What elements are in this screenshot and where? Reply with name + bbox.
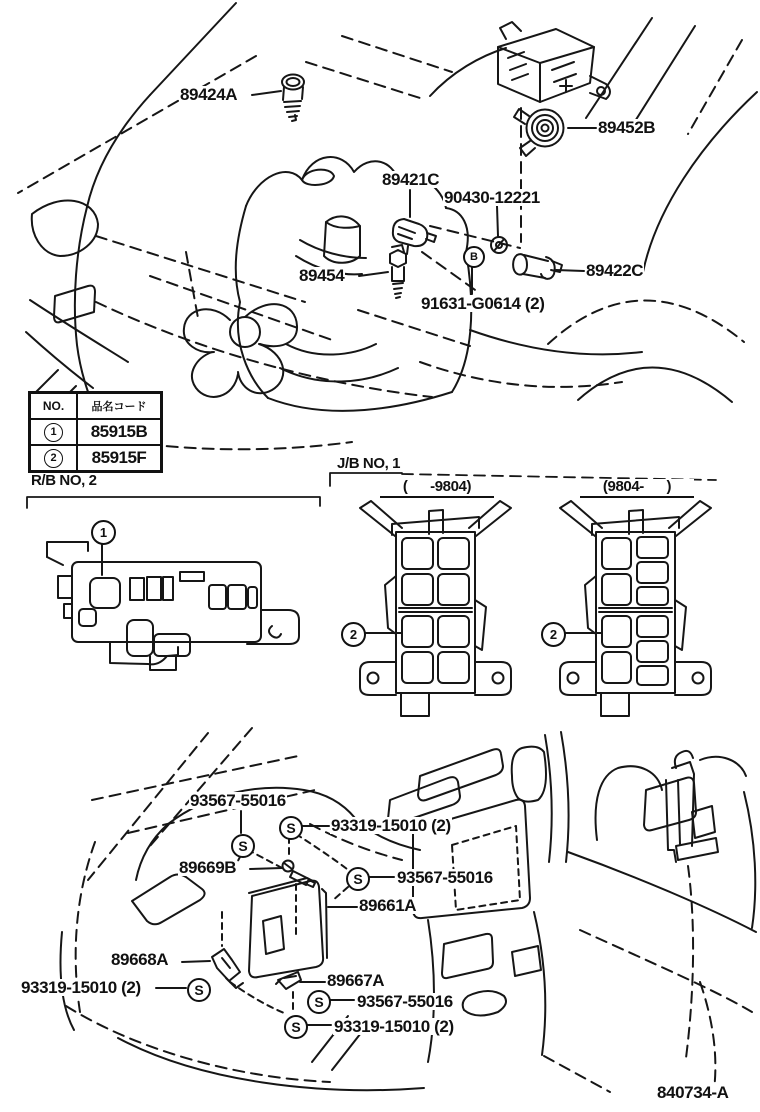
ecu-89661A-drawing xyxy=(249,878,327,977)
screw-symbol-4-letter: S xyxy=(194,982,204,998)
part-label-89669B: 89669B xyxy=(179,858,237,877)
table-row-code-1: 85915B xyxy=(77,419,161,445)
part-label-93567-top: 93567-55016 xyxy=(190,791,286,810)
callout-jb-early-2-number: 2 xyxy=(349,627,358,642)
part-label-93319-bottom: 93319-15010 (2) xyxy=(334,1017,454,1036)
circled-number-1: 1 xyxy=(44,423,63,442)
engine-leader-lines xyxy=(252,91,596,294)
screw-symbol-5 xyxy=(307,990,331,1014)
sensor-89421C-part xyxy=(393,219,436,254)
part-label-89661A: 89661A xyxy=(359,896,417,915)
part-label-93567-bottom: 93567-55016 xyxy=(357,992,453,1011)
screw-symbol-2-letter: S xyxy=(286,820,296,836)
screw-symbol-6 xyxy=(284,1015,308,1039)
relay-block-title: R/B NO, 2 xyxy=(31,472,97,489)
part-label-91631-G0614: 91631-G0614 (2) xyxy=(421,294,545,313)
part-label-89424A: 89424A xyxy=(180,85,238,104)
circled-number-2: 2 xyxy=(44,449,63,468)
part-label-89452B: 89452B xyxy=(598,118,656,137)
table-header-code: 品名コード xyxy=(77,393,161,419)
table-row-no-1 xyxy=(30,419,77,445)
callout-jb-early-2 xyxy=(341,622,366,647)
sensor-89424A-part xyxy=(282,75,304,122)
bracket-89667A-part xyxy=(276,972,301,989)
part-label-93319-left: 93319-15010 (2) xyxy=(21,978,141,997)
callout-jb-late-2-number: 2 xyxy=(549,627,558,642)
relay-box-drawing xyxy=(498,22,610,102)
drawing-number: 840734-A xyxy=(657,1083,729,1102)
part-label-89422C: 89422C xyxy=(586,261,644,280)
relay-block-rb2-drawing xyxy=(27,497,320,670)
engine-bay-sketch xyxy=(18,3,757,452)
callout-jb-late-2 xyxy=(541,622,566,647)
table-header-no: NO. xyxy=(30,393,77,419)
sensor-89454-part xyxy=(390,245,406,298)
screw-symbol-3-letter: S xyxy=(353,871,363,887)
jb-early-range: ( -9804) xyxy=(380,479,494,498)
callout-relay-1 xyxy=(91,520,116,545)
junction-block-title: J/B NO, 1 xyxy=(337,455,401,472)
part-label-93319-top: 93319-15010 (2) xyxy=(331,816,451,835)
callout-relay-1-number: 1 xyxy=(99,525,108,540)
bolt-symbol-b-letter: B xyxy=(470,250,478,263)
screw-symbol-6-letter: S xyxy=(291,1019,301,1035)
sensor-89422C-part xyxy=(513,254,562,279)
part-label-90430-12221: 90430-12221 xyxy=(444,188,540,207)
screw-symbol-5-letter: S xyxy=(314,994,324,1010)
screw-symbol-4 xyxy=(187,978,211,1002)
screw-symbol-3 xyxy=(346,867,370,891)
junction-block-jb1-drawings xyxy=(330,473,716,716)
bolt-symbol-b xyxy=(463,246,485,268)
screw-symbol-2 xyxy=(279,816,303,840)
part-label-89454: 89454 xyxy=(299,266,345,285)
table-row-no-2 xyxy=(30,445,77,471)
bracket-89668A-part xyxy=(212,949,243,988)
parts-code-table xyxy=(28,391,163,473)
part-label-89667A: 89667A xyxy=(327,971,385,990)
part-label-93567-mid: 93567-55016 xyxy=(397,868,493,887)
jb-late-range: (9804- ) xyxy=(580,479,694,498)
screw-symbol-1-letter: S xyxy=(238,838,248,854)
table-row-code-2: 85915F xyxy=(77,445,161,471)
screw-symbol-1 xyxy=(231,834,255,858)
part-label-89668A: 89668A xyxy=(111,950,169,969)
part-label-89421C: 89421C xyxy=(382,170,440,189)
